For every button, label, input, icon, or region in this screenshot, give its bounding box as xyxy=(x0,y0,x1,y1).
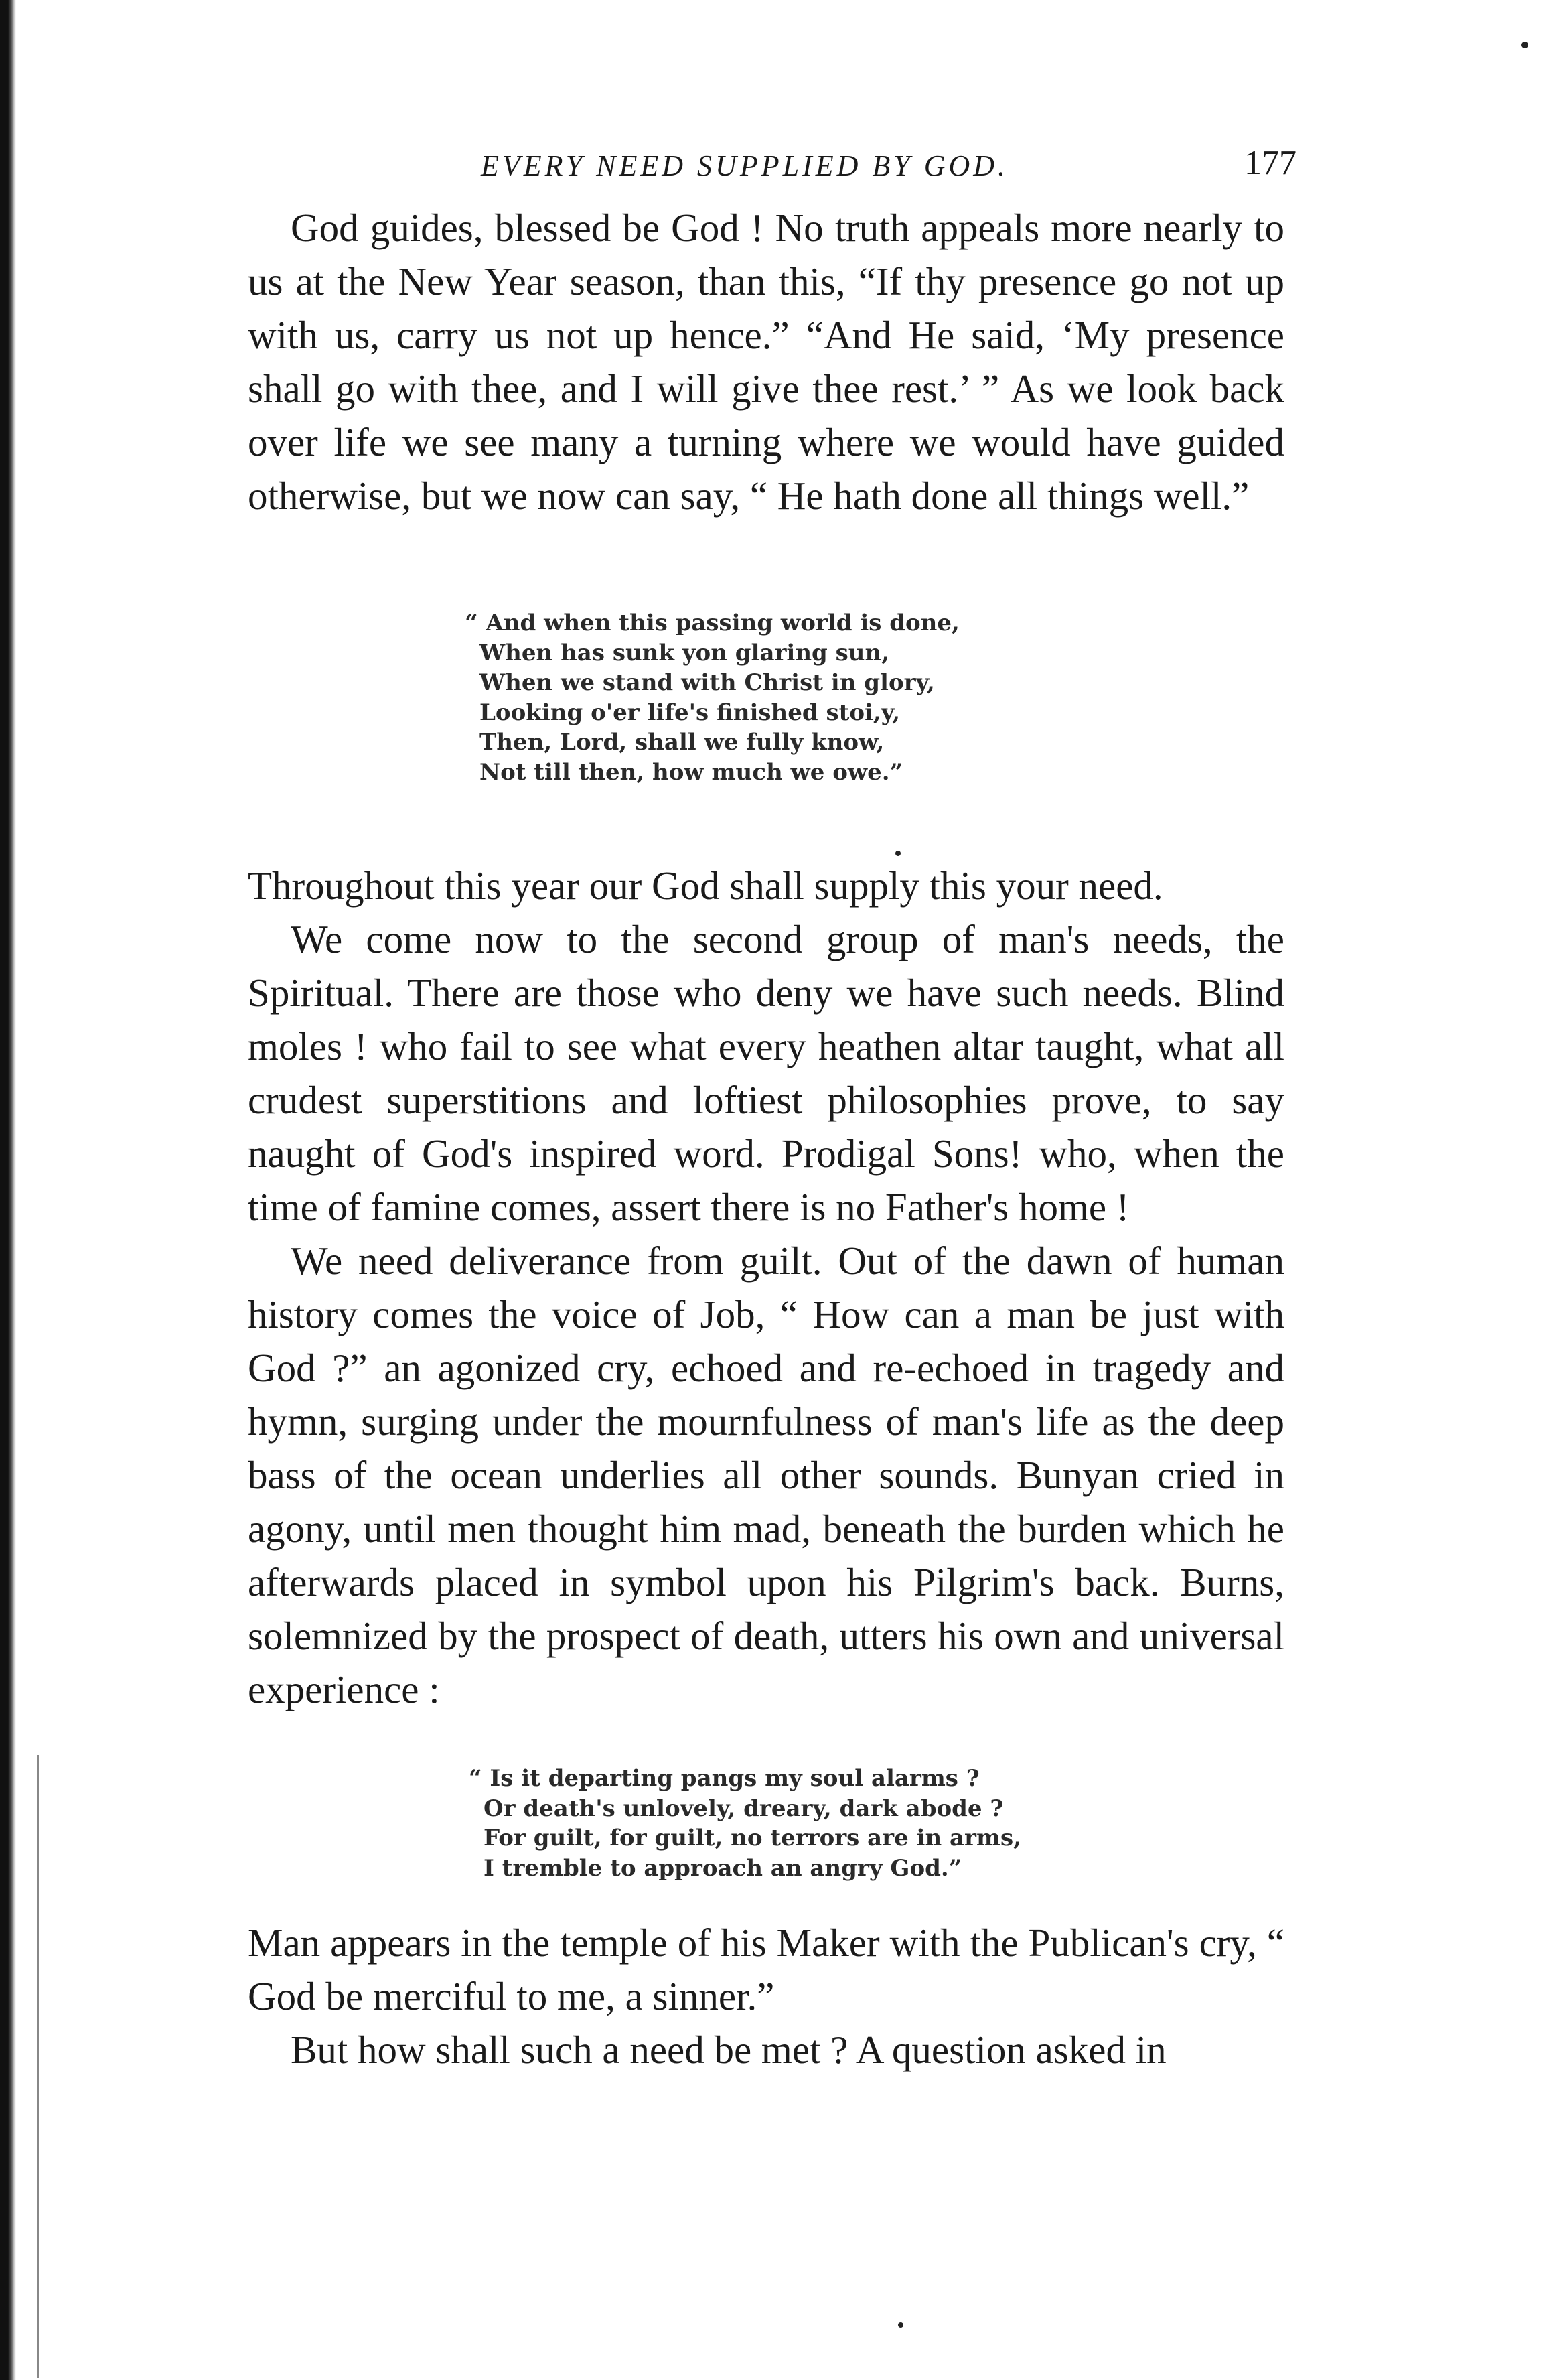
scan-speck xyxy=(898,2322,903,2328)
verse-line: Then, Lord, shall we fully know, xyxy=(479,729,885,756)
verse-line: When has sunk yon glaring sun, xyxy=(479,639,890,667)
verse-line: For guilt, for guilt, no terrors are in arms, xyxy=(484,1825,1021,1851)
page-number: 177 xyxy=(1244,144,1296,182)
paragraph: God guides, blessed be God ! No truth appeals more nearly to us at the New Year season, than this, “If thy presence go not up with us, carry us not up hence.” “And He said, ‘My presence shall go with thee, and I will give thee rest.’ ” As we look back over life we see many a turning where we would have guided otherwise, but we now can say, “ He hath done all things well.” xyxy=(248,206,1284,518)
paragraph-block-3 xyxy=(248,1916,1284,2077)
paragraph: We come now to the second group of man's needs, the Spiritual. There are those who deny we have such needs. Blind moles ! who fail to see what every heathen altar taught, what all crudest superstitions and loftiest philosophies prove, to say naught of God's inspired word. Prodigal Sons! who, when the time of famine comes, assert there is no Father's home ! xyxy=(248,917,1284,1229)
verse-quote-1 xyxy=(465,608,960,787)
running-header: EVERY NEED SUPPLIED BY GOD. xyxy=(481,149,1009,182)
paragraph: Man appears in the temple of his Maker with the Publican's cry, “ God be merciful to me, a sinner.” xyxy=(248,1920,1284,2018)
verse-line: “ And when this passing world is done, xyxy=(465,610,960,636)
paragraph-block-1 xyxy=(248,201,1284,522)
scan-edge-line xyxy=(37,1755,39,2378)
verse-line: When we stand with Christ in glory, xyxy=(479,669,935,696)
verse-line: “ Is it departing pangs my soul alarms ? xyxy=(469,1765,980,1792)
scan-speck xyxy=(1521,42,1528,48)
verse-line: I tremble to approach an angry God.” xyxy=(484,1854,962,1882)
scan-speck xyxy=(895,851,901,856)
verse-quote-2 xyxy=(469,1764,1021,1883)
paragraph: Throughout this year our God shall supply this your need. xyxy=(248,863,1163,908)
paragraph: We need deliverance from guilt. Out of the dawn of human history comes the voice of Job, “ How can a man be just with God ?” an agonized cry, echoed and re-echoed in tragedy and hymn, surging under the mournfulness of man's life as the deep bass of the ocean underlies all other sounds. Bunyan cried in agony, until men thought him mad, beneath the burden which he afterwards placed in symbol upon his Pilgrim's back. Burns, solemnized by the prospect of death, utters his own and universal experience : xyxy=(248,1239,1284,1711)
verse-line: Not till then, how much we owe.” xyxy=(479,758,903,786)
verse-line: Or death's unlovely, dreary, dark abode ? xyxy=(484,1795,1004,1822)
paragraph-block-2 xyxy=(248,859,1284,1716)
verse-line: Looking o'er life's finished stoi,y, xyxy=(479,699,901,726)
scan-left-edge xyxy=(0,0,16,2380)
paragraph: But how shall such a need be met ? A question asked in xyxy=(291,2028,1167,2072)
